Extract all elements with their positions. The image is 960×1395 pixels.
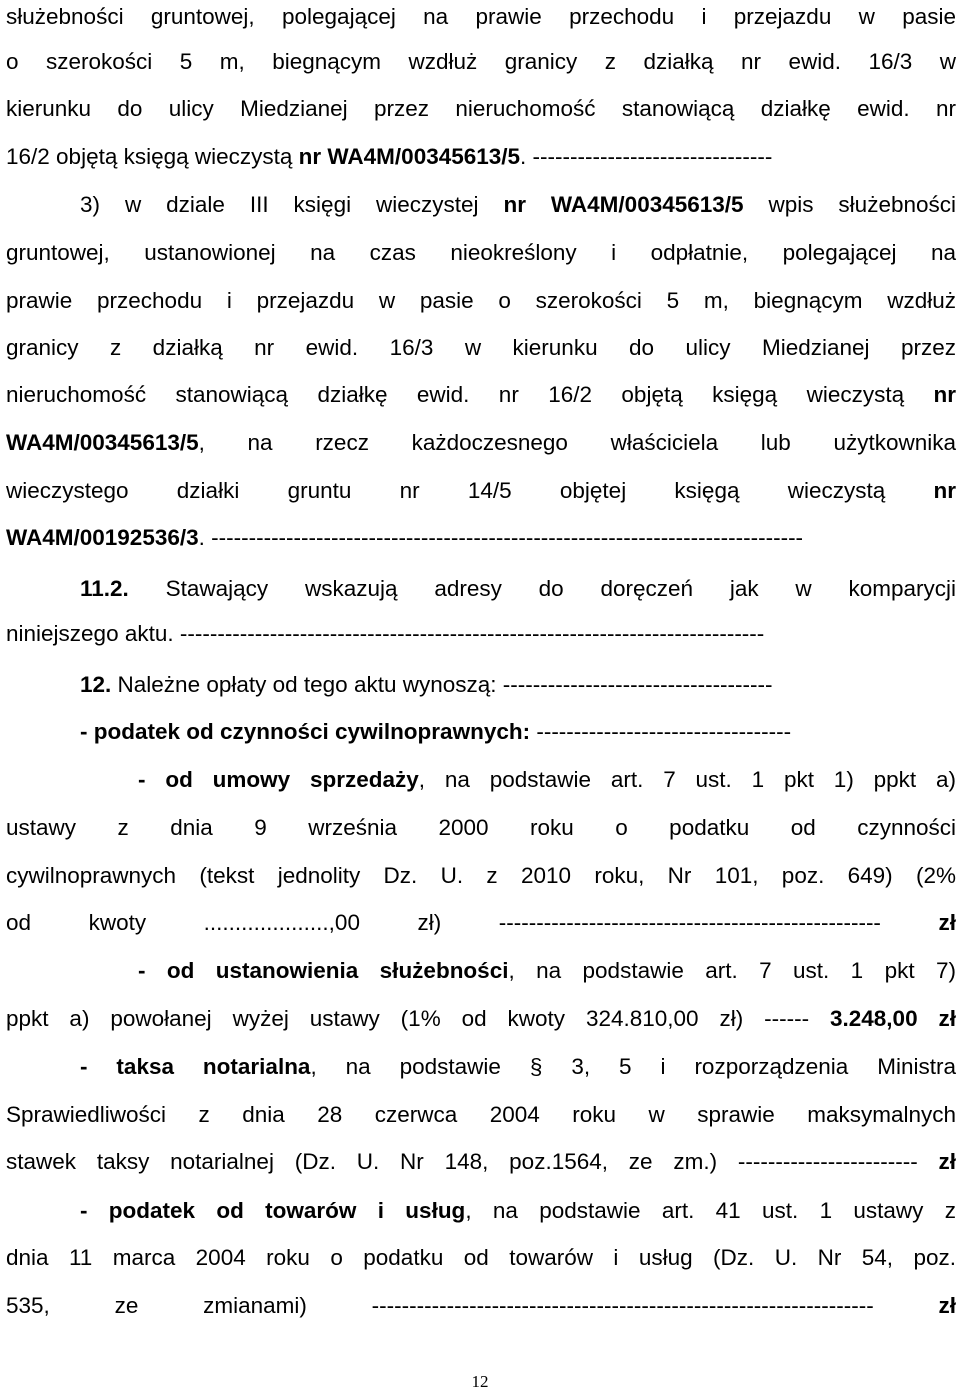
text-line: - od umowy sprzedaży, na podstawie art. 7 ust. 1 pkt 1) ppkt a) — [138, 767, 957, 792]
text-line: stawek taksy notarialnej (Dz. U. Nr 148, poz.1564, ze zm.) ------------------------ zł — [6, 1149, 956, 1174]
text-line: cywilnoprawnych (tekst jednolity Dz. U. z 2010 roku, Nr 101, poz. 649) (2% — [6, 863, 956, 888]
text-line: ppkt a) powołanej wyżej ustawy (1% od kwoty 324.810,00 zł) ------ 3.248,00 zł — [6, 1006, 956, 1031]
text-line: od kwoty ....................,00 zł) --------------------------------------------------- zł — [6, 910, 956, 935]
text-line: - taksa notarialna, na podstawie § 3, 5 i rozporządzenia Ministra — [80, 1054, 956, 1079]
text-line: Sprawiedliwości z dnia 28 czerwca 2004 roku w sprawie maksymalnych — [6, 1102, 956, 1127]
text-line: o szerokości 5 m, biegnącym wzdłuż granicy z działką nr ewid. 16/3 w — [6, 49, 956, 74]
section-heading: 11.2. Stawający wskazują adresy do doręczeń jak w komparycji — [80, 576, 956, 601]
text-line: gruntowej, ustanowionej na czas nieokreślony i odpłatnie, polegającej na — [6, 240, 956, 265]
text-line: dnia 11 marca 2004 roku o podatku od towarów i usług (Dz. U. Nr 54, poz. — [6, 1245, 956, 1270]
text-line: - podatek od czynności cywilnoprawnych: ---------------------------------- — [80, 719, 792, 744]
text-line: - podatek od towarów i usług, na podstawie art. 41 ust. 1 ustawy z — [80, 1198, 956, 1223]
text-line: prawie przechodu i przejazdu w pasie o szerokości 5 m, biegnącym wzdłuż — [6, 288, 956, 313]
text-line: ustawy z dnia 9 września 2000 roku o podatku od czynności — [6, 815, 956, 840]
text-line: nieruchomość stanowiącą działkę ewid. nr 16/2 objętą księgą wieczystą nr — [6, 382, 956, 407]
text-line: kierunku do ulicy Miedzianej przez nieruchomość stanowiącą działkę ewid. nr — [6, 96, 956, 121]
text-line: niniejszego aktu. ------------------------------------------------------------------------------ — [6, 621, 765, 646]
text-line: WA4M/00345613/5, na rzecz każdoczesnego właściciela lub użytkownika — [6, 430, 956, 455]
text-line: WA4M/00192536/3. ------------------------------------------------------------------------------- — [6, 525, 804, 550]
text-line: - od ustanowienia służebności, na podstawie art. 7 ust. 1 pkt 7) — [138, 958, 956, 983]
text-line: wieczystego działki gruntu nr 14/5 objętej księgą wieczystą nr — [6, 478, 956, 503]
text-line: granicy z działką nr ewid. 16/3 w kierunku do ulicy Miedzianej przez — [6, 335, 956, 360]
text-line: 535, ze zmianami) ------------------------------------------------------------------- zł — [6, 1293, 956, 1318]
text-line: służebności gruntowej, polegającej na prawie przechodu i przejazdu w pasie — [6, 4, 956, 29]
page-number: 12 — [471, 1372, 489, 1391]
text-line: 16/2 objętą księgą wieczystą nr WA4M/00345613/5. -------------------------------- — [6, 144, 773, 169]
text-line: 3) w dziale III księgi wieczystej nr WA4M/00345613/5 wpis służebności — [80, 192, 956, 217]
section-heading: 12. Należne opłaty od tego aktu wynoszą: ------------------------------------ — [80, 672, 773, 697]
